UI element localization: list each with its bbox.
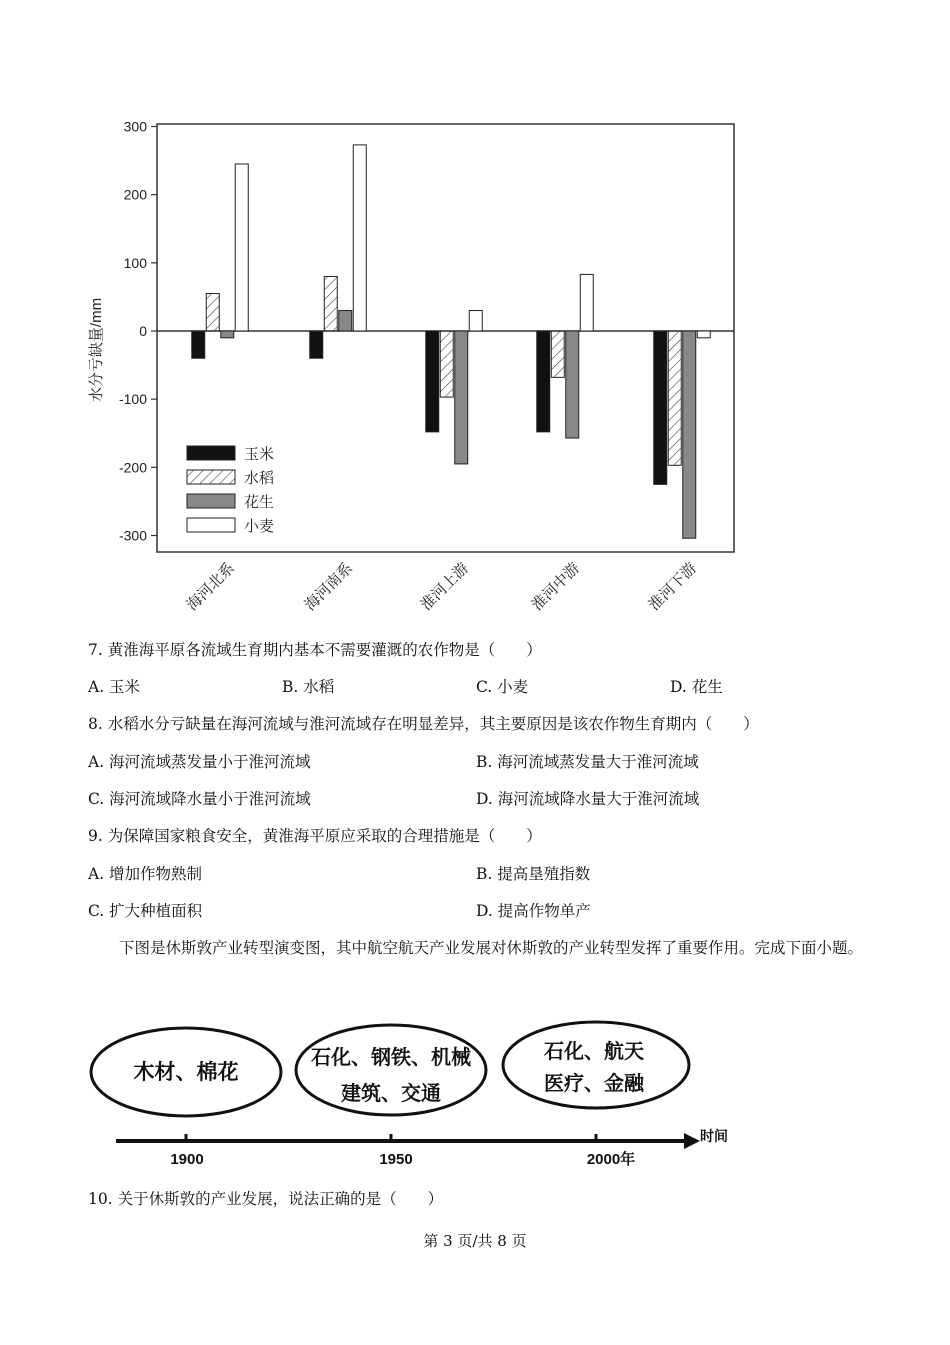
y-tick-label: -100 xyxy=(118,391,147,408)
y-axis-ticks xyxy=(119,119,157,544)
bar-水稻-淮河下游 xyxy=(668,331,681,465)
legend-label: 花生 xyxy=(244,494,275,511)
x-tick-label: 淮河下游 xyxy=(645,559,701,615)
question-7-option-c[interactable]: C. 小麦 xyxy=(476,678,529,696)
y-tick-label: 200 xyxy=(123,186,147,203)
y-tick-label: 300 xyxy=(123,118,147,135)
question-9-option-a[interactable]: A. 增加作物熟制 xyxy=(88,865,203,883)
bar-小麦-海河北系 xyxy=(235,164,248,331)
bar-小麦-淮河下游 xyxy=(697,331,710,338)
x-axis-labels xyxy=(184,560,700,614)
question-9-option-b[interactable]: B. 提高垦殖指数 xyxy=(476,865,591,883)
x-tick-label: 淮河中游 xyxy=(528,559,584,615)
houston-industry-timeline xyxy=(0,1020,950,1180)
y-axis-label: 水分亏缺量/mm xyxy=(88,297,105,403)
question-9-stem: 9. 为保障国家粮食安全，黄淮海平原应采取的合理措施是（ ） xyxy=(88,827,542,845)
bubble-1900-line-1: 木材、棉花 xyxy=(133,1061,239,1084)
legend-swatch xyxy=(187,470,235,484)
legend-label: 玉米 xyxy=(244,446,275,463)
bar-玉米-淮河上游 xyxy=(426,331,439,432)
question-9-option-c[interactable]: C. 扩大种植面积 xyxy=(88,902,203,920)
question-8-option-b[interactable]: B. 海河流域蒸发量大于淮河流域 xyxy=(476,753,699,771)
x-tick-label: 海河南系 xyxy=(301,559,357,615)
timeline-arrow-icon xyxy=(684,1133,700,1149)
bar-水稻-淮河中游 xyxy=(551,331,564,377)
legend-swatch xyxy=(187,518,235,532)
bar-小麦-海河南系 xyxy=(353,145,366,331)
bar-花生-淮河中游 xyxy=(566,331,579,438)
bubble-2000-line-2: 医疗、金融 xyxy=(544,1073,644,1095)
legend-label: 水稻 xyxy=(244,470,275,487)
bar-花生-淮河上游 xyxy=(455,331,468,464)
question-8-option-d[interactable]: D. 海河流域降水量大于淮河流域 xyxy=(476,790,700,808)
timeline-axis-label: 时间 xyxy=(700,1128,728,1144)
bar-水稻-淮河上游 xyxy=(440,331,453,397)
intro-paragraph: 下图是休斯敦产业转型演变图，其中航空航天产业发展对休斯敦的产业转型发挥了重要作用。完成下面小题。 xyxy=(119,939,864,957)
bar-玉米-淮河中游 xyxy=(537,331,550,432)
x-tick-label: 海河北系 xyxy=(183,559,239,615)
question-7-option-d[interactable]: D. 花生 xyxy=(670,678,723,696)
bar-水稻-海河南系 xyxy=(324,276,337,331)
bubble-1950-line-1: 石化、钢铁、机械 xyxy=(311,1047,471,1069)
question-7-stem: 7. 黄淮海平原各流域生育期内基本不需要灌溉的农作物是（ ） xyxy=(88,641,542,659)
bubble-2000 xyxy=(503,1022,689,1108)
y-tick-label: 100 xyxy=(123,254,147,271)
legend-swatch xyxy=(187,494,235,508)
bar-花生-海河南系 xyxy=(339,311,352,331)
timeline-tick-label-1950: 1950 xyxy=(379,1151,413,1168)
question-8-option-a[interactable]: A. 海河流域蒸发量小于淮河流域 xyxy=(88,753,311,771)
bar-水稻-海河北系 xyxy=(206,294,219,331)
y-tick-label: 0 xyxy=(139,323,147,339)
x-tick-label: 淮河上游 xyxy=(417,559,473,615)
bar-玉米-淮河下游 xyxy=(654,331,667,484)
bar-小麦-淮河上游 xyxy=(469,311,482,331)
legend-swatch xyxy=(187,446,235,460)
question-9-option-d[interactable]: D. 提高作物单产 xyxy=(476,902,591,920)
bar-花生-淮河下游 xyxy=(683,331,696,538)
timeline-tick-label-1900: 1900 xyxy=(170,1151,204,1168)
timeline-tick-label-2000: 2000年 xyxy=(586,1151,636,1168)
y-tick-label: -300 xyxy=(118,527,147,544)
question-7-option-b[interactable]: B. 水稻 xyxy=(282,678,335,696)
bar-玉米-海河南系 xyxy=(310,331,323,358)
bubble-2000-line-1: 石化、航天 xyxy=(544,1041,644,1063)
legend xyxy=(187,446,274,535)
legend-label: 小麦 xyxy=(244,518,275,535)
question-10-stem: 10. 关于休斯敦的产业发展，说法正确的是（ ） xyxy=(88,1190,444,1208)
bar-小麦-淮河中游 xyxy=(580,274,593,331)
water-deficit-chart xyxy=(0,0,950,630)
question-8-stem: 8. 水稻水分亏缺量在海河流域与淮河流域存在明显差异，其主要原因是该农作物生育期内（ ） xyxy=(88,715,759,733)
bar-花生-海河北系 xyxy=(221,331,234,338)
page-footer: 第 3 页/共 8 页 xyxy=(423,1232,527,1250)
question-8-option-c[interactable]: C. 海河流域降水量小于淮河流域 xyxy=(88,790,311,808)
bar-玉米-海河北系 xyxy=(192,331,205,358)
y-tick-label: -200 xyxy=(118,459,147,476)
question-7-option-a[interactable]: A. 玉米 xyxy=(88,678,141,696)
bubble-1950-line-2: 建筑、交通 xyxy=(341,1083,441,1105)
